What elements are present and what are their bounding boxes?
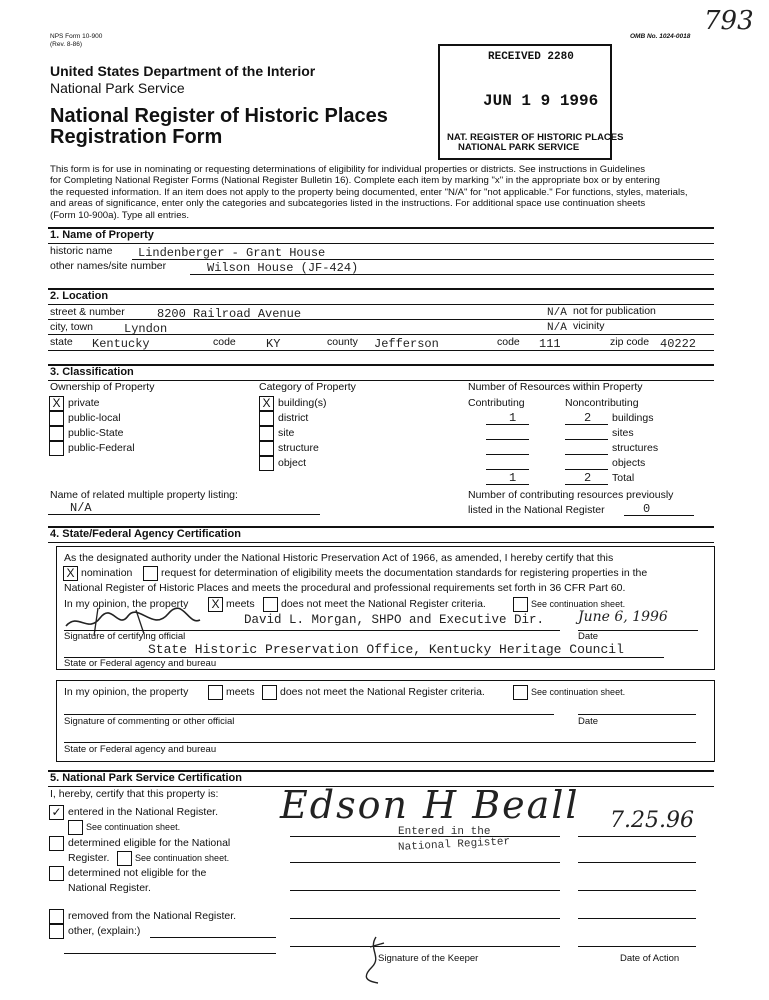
nomination-checkbox[interactable]: X (63, 566, 78, 581)
divider (48, 243, 714, 244)
section1-heading: 1. Name of Property (50, 229, 154, 241)
field-line (486, 439, 529, 440)
entered-checkbox[interactable]: ✓ (49, 805, 64, 820)
prev-listed-value[interactable]: 0 (643, 502, 651, 516)
entered-continuation-checkbox[interactable] (68, 820, 83, 835)
field-line (64, 714, 554, 715)
cert-line1: As the designated authority under the National Historic Preservation Act of 1966, as amended, I hereby certify that this (64, 552, 614, 564)
stamp-nat-register: NAT. REGISTER OF HISTORIC PLACES (447, 132, 624, 143)
section4-heading: 4. State/Federal Agency Certification (50, 528, 241, 540)
category-site-label: site (278, 427, 295, 439)
field-line (486, 469, 529, 470)
nomination-label: nomination (81, 567, 133, 579)
ownership-private-checkbox[interactable]: X (49, 396, 64, 411)
resource-sites-label: sites (612, 427, 634, 439)
field-line (64, 953, 276, 954)
field-line (48, 514, 320, 515)
resource-total-noncontributing[interactable]: 2 (584, 471, 592, 485)
field-line (486, 454, 529, 455)
box2-meets-checkbox[interactable] (208, 685, 223, 700)
agency-value[interactable]: State Historic Preservation Office, Kentucky Heritage Council (148, 642, 624, 657)
field-line (486, 484, 529, 485)
does-not-meet-label: does not meet the National Register criteria. (281, 598, 486, 610)
field-line (150, 937, 276, 938)
meets-label: meets (226, 598, 255, 610)
continuation-sheet-label: See continuation sheet. (531, 599, 626, 609)
zip-label: zip code (610, 336, 650, 348)
meets-checkbox[interactable]: X (208, 597, 223, 612)
box2-opinion-label: In my opinion, the property (64, 686, 189, 698)
service-name: National Park Service (50, 80, 185, 96)
removed-label: removed from the National Register. (68, 910, 237, 922)
category-structure-checkbox[interactable] (259, 441, 274, 456)
field-line (290, 862, 560, 863)
opinion-label: In my opinion, the property (64, 598, 189, 610)
field-line (290, 836, 560, 837)
section3-heading: 3. Classification (50, 366, 134, 378)
category-buildings-checkbox[interactable]: X (259, 396, 274, 411)
cert-line2: request for determination of eligibility meets the documentation standards for registering properties in the (161, 567, 648, 579)
historic-name-value[interactable]: Lindenberger - Grant House (138, 246, 326, 260)
resource-total-contributing[interactable]: 1 (509, 471, 517, 485)
does-not-meet-checkbox[interactable] (263, 597, 278, 612)
field-line (290, 946, 560, 947)
box2-does-not-meet-checkbox[interactable] (262, 685, 277, 700)
field-line (578, 890, 696, 891)
intro-text: This form is for use in nominating or requesting determinations of eligibility for individual properties or districts. See instructions in Guidelines for Completing National Register Forms (National Register Bulletin 16). Complete each item by marking "x" in the appropriate box or by entering the requested information. If an item does not apply to the property being documented, enter "N/A" for "not applicable." For functions, styles, materials, and areas of significance, enter only the categories and subcategories listed in the instructions. For additional space use continuation sheets (Form 10-900a). Type all entries. (50, 164, 688, 221)
request-determination-checkbox[interactable] (143, 566, 158, 581)
contributing-header: Contributing (468, 397, 525, 409)
not-eligible-checkbox[interactable] (49, 866, 64, 881)
box2-continuation-checkbox[interactable] (513, 685, 528, 700)
ownership-public-state-label: public-State (68, 427, 124, 439)
eligible-continuation-label: See continuation sheet. (135, 853, 230, 863)
field-line (486, 424, 529, 425)
related-listing-value[interactable]: N/A (70, 501, 92, 515)
cert-line3: National Register of Historic Places and meets the procedural and professional requirements set forth in 36 CFR Part 60. (64, 582, 626, 594)
field-line (565, 454, 608, 455)
stamp-date: JUN 1 9 1996 (483, 92, 599, 110)
resource-structures-label: structures (612, 442, 659, 454)
field-line (565, 469, 608, 470)
keeper-signature: Edson H Beall (280, 783, 580, 827)
noncontributing-header: Noncontributing (565, 397, 639, 409)
action-date-value[interactable]: 7.25.96 (610, 808, 694, 833)
county-code-label: code (497, 336, 520, 348)
entered-stamp-line2: National Register (397, 836, 511, 854)
ownership-public-state-checkbox[interactable] (49, 426, 64, 441)
section2-heading: 2. Location (50, 290, 109, 302)
form-title-line1: National Register of Historic Places (50, 105, 388, 127)
category-header: Category of Property (259, 381, 356, 393)
state-label: state (50, 336, 73, 348)
agency-label: State or Federal agency and bureau (64, 658, 217, 669)
category-object-checkbox[interactable] (259, 456, 274, 471)
divider (48, 364, 714, 366)
county-label: county (327, 336, 358, 348)
eligible-continuation-checkbox[interactable] (117, 851, 132, 866)
box2-agency-label: State or Federal agency and bureau (64, 744, 217, 755)
divider (48, 542, 714, 543)
category-site-checkbox[interactable] (259, 426, 274, 441)
street-label: street & number (50, 306, 125, 318)
cert-date-value[interactable]: June 6, 1996 (578, 609, 668, 625)
field-line (565, 424, 608, 425)
field-line (290, 890, 560, 891)
section5-heading: 5. National Park Service Certification (50, 772, 242, 784)
stamp-nps: NATIONAL PARK SERVICE (458, 142, 580, 153)
box2-continuation-label: See continuation sheet. (531, 687, 626, 697)
resource-buildings-contributing[interactable]: 1 (509, 411, 517, 425)
state-code-label: code (213, 336, 236, 348)
box2-meets-label: meets (226, 686, 255, 698)
keeper-signature-label: Signature of the Keeper (378, 953, 479, 964)
state-code-value[interactable]: KY (266, 337, 281, 351)
ownership-public-local-label: public-local (68, 412, 121, 424)
other-names-label: other names/site number (50, 260, 167, 272)
field-line (565, 439, 608, 440)
ownership-private-label: private (68, 397, 100, 409)
field-line (190, 274, 714, 275)
county-code-value[interactable]: 111 (539, 337, 561, 351)
field-line (578, 836, 696, 837)
state-value[interactable]: Kentucky (92, 337, 150, 351)
determined-eligible-checkbox[interactable] (49, 836, 64, 851)
resources-header: Number of Resources within Property (468, 381, 643, 393)
not-eligible-label: determined not eligible for the (68, 867, 207, 879)
stamp-received: RECEIVED 2280 (488, 51, 574, 63)
other-names-value[interactable]: Wilson House (JF-424) (207, 261, 359, 275)
ownership-public-federal-label: public-Federal (68, 442, 135, 454)
continuation-sheet-checkbox[interactable] (513, 597, 528, 612)
handwritten-number: 793 (704, 6, 754, 36)
omb-number: OMB No. 1024-0018 (630, 33, 691, 40)
date-of-action-label: Date of Action (620, 953, 680, 964)
entered-label: entered in the National Register. (68, 806, 219, 818)
resource-objects-label: objects (612, 457, 646, 469)
certifier-name[interactable]: David L. Morgan, SHPO and Executive Dir. (244, 613, 545, 627)
historic-name-label: historic name (50, 245, 113, 257)
field-line (290, 918, 560, 919)
cert-date-label: Date (578, 631, 599, 642)
box2-does-not-meet-label: does not meet the National Register criteria. (280, 686, 485, 698)
na-not-for-publication[interactable]: N/A (547, 307, 567, 319)
form-number: NPS Form 10-900 (50, 33, 103, 40)
other-checkbox[interactable] (49, 924, 64, 939)
county-value[interactable]: Jefferson (374, 337, 439, 351)
not-eligible-register: National Register. (68, 882, 151, 894)
prev-listed-label-1: Number of contributing resources previously (468, 489, 674, 501)
box2-signature-label: Signature of commenting or other official (64, 716, 235, 727)
field-line (565, 484, 608, 485)
divider (48, 288, 714, 290)
prev-listed-label-2: listed in the National Register (468, 504, 605, 516)
city-label: city, town (50, 321, 93, 333)
resource-buildings-label: buildings (612, 412, 654, 424)
ownership-public-local-checkbox[interactable] (49, 411, 64, 426)
vicinity-label: vicinity (573, 320, 605, 332)
resource-buildings-noncontributing[interactable]: 2 (584, 411, 592, 425)
removed-checkbox[interactable] (49, 909, 64, 924)
form-title-line2: Registration Form (50, 126, 223, 148)
category-object-label: object (278, 457, 307, 469)
ownership-public-federal-checkbox[interactable] (49, 441, 64, 456)
field-line (132, 259, 714, 260)
field-line (48, 350, 714, 351)
cert-signature-label: Signature of certifying official (64, 631, 186, 642)
field-line (578, 714, 696, 715)
city-value[interactable]: Lyndon (124, 322, 168, 336)
field-line (624, 515, 694, 516)
field-line (64, 742, 696, 743)
related-listing-label: Name of related multiple property listing: (50, 489, 238, 501)
resource-total-label: Total (612, 472, 635, 484)
category-buildings-label: building(s) (278, 397, 327, 409)
not-for-publication-label: not for publication (573, 305, 656, 317)
street-value[interactable]: 8200 Railroad Avenue (157, 307, 302, 321)
category-structure-label: structure (278, 442, 319, 454)
field-line (48, 319, 714, 320)
ownership-header: Ownership of Property (50, 381, 155, 393)
field-line (578, 862, 696, 863)
entered-stamp-line1: Entered in the (398, 826, 491, 838)
box2-date-label: Date (578, 716, 599, 727)
department-name: United States Department of the Interior (50, 63, 316, 79)
certify-label: I, hereby, certify that this property is: (50, 788, 219, 800)
field-line (578, 946, 696, 947)
zip-value[interactable]: 40222 (660, 337, 697, 351)
determined-eligible-label: determined eligible for the National (68, 837, 231, 849)
na-vicinity[interactable]: N/A (547, 322, 567, 334)
field-line (48, 334, 714, 335)
entered-continuation-label: See continuation sheet. (86, 822, 181, 832)
determined-eligible-register: Register. (68, 852, 110, 864)
field-line (578, 918, 696, 919)
category-district-checkbox[interactable] (259, 411, 274, 426)
category-district-label: district (278, 412, 309, 424)
other-label: other, (explain:) (68, 925, 141, 937)
form-revision: (Rev. 8-86) (50, 41, 83, 48)
